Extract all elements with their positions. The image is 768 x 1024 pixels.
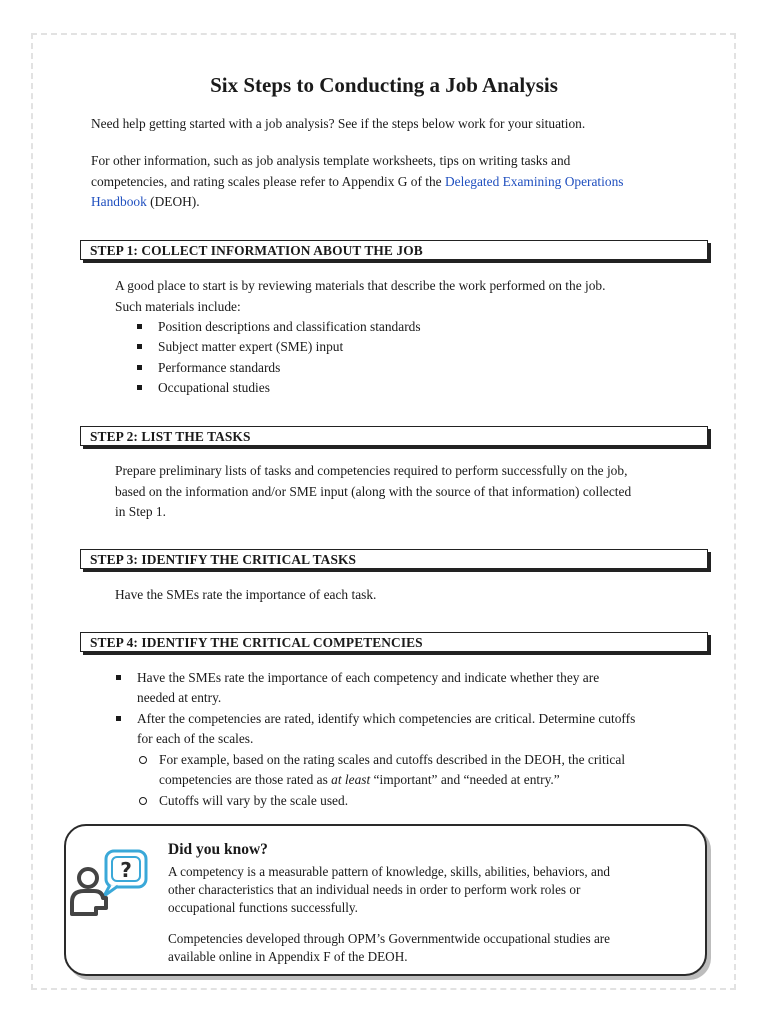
step2-line1: Prepare preliminary lists of tasks and competencies required to perform successfully on the job,: [115, 463, 628, 478]
list-item: [158, 337, 421, 357]
step2-text: [115, 461, 631, 523]
step4-s2: Cutoffs will vary by the scale used.: [159, 792, 349, 808]
bullet-icon: [116, 675, 121, 680]
bullet-icon: [137, 324, 142, 329]
did-you-know-paragraph-1: [168, 863, 610, 917]
page-title: Six Steps to Conducting a Job Analysis: [210, 73, 558, 97]
list-item: [158, 378, 421, 398]
step1-heading-bar: [80, 240, 708, 260]
question-mark-glyph: ?: [120, 858, 132, 882]
step4-b2-line2: for each of the scales.: [137, 730, 254, 746]
step1-heading: STEP 1: COLLECT INFORMATION ABOUT THE JOB: [90, 243, 423, 258]
circle-bullet-icon: [139, 756, 147, 764]
step3-text: Have the SMEs rate the importance of each task.: [115, 587, 377, 602]
step3-heading: STEP 3: IDENTIFY THE CRITICAL TASKS: [90, 552, 357, 567]
deoh-link-part1[interactable]: Delegated Examining Operations: [444, 173, 624, 189]
deoh-link-part2[interactable]: Handbook: [91, 194, 147, 209]
circle-bullet-icon: [139, 797, 147, 805]
step1-bullet-list: [158, 317, 421, 398]
step4-bullet-list: [137, 668, 707, 749]
bullet-icon: [116, 716, 121, 721]
list-item-text: Occupational studies: [158, 379, 270, 395]
person-question-icon: [66, 848, 156, 920]
other-info-line1: For other information, such as job analysis template worksheets, tips on writing tasks and: [91, 153, 571, 168]
bullet-icon: [137, 385, 142, 390]
list-item: [159, 750, 707, 791]
bullet-icon: [137, 365, 142, 370]
list-item-text: Position descriptions and classification standards: [158, 319, 421, 334]
step4-s1-line1: For example, based on the rating scales and cutoffs described in the DEOH, the critical: [159, 752, 626, 767]
bullet-icon: [137, 344, 142, 349]
list-item-text: Subject matter expert (SME) input: [158, 339, 344, 355]
dyk-p1-line3: occupational functions successfully.: [168, 900, 358, 915]
list-item: [158, 358, 421, 378]
list-item: [159, 791, 707, 811]
step1-line1: A good place to start is by reviewing materials that describe the work performed on the job.: [115, 278, 606, 293]
list-item-text: Performance standards: [158, 359, 281, 375]
step2-line2: based on the information and/or SME input (along with the source of that information) collected: [115, 483, 632, 499]
step1-intro: [115, 276, 605, 317]
step2-heading: STEP 2: LIST THE TASKS: [90, 429, 251, 444]
step4-b1-line1: Have the SMEs rate the importance of each competency and indicate whether they are: [137, 670, 600, 685]
step3-heading-bar: [80, 549, 708, 569]
step4-b2-line1: After the competencies are rated, identify which competencies are critical. Determine cutoffs: [137, 710, 636, 726]
did-you-know-title: Did you know?: [168, 841, 268, 858]
other-info-line2-prefix: competencies, and rating scales please refer to Appendix G of the: [91, 173, 445, 189]
other-info-paragraph: [91, 151, 711, 213]
list-item: [137, 709, 707, 750]
did-you-know-paragraph-2: [168, 930, 610, 966]
list-item: [158, 317, 421, 337]
dyk-p1-line2: other characteristics that an individual needs in order to perform work roles or: [168, 882, 581, 897]
intro-text: Need help getting started with a job analysis? See if the steps below work for your situation.: [91, 116, 586, 131]
dyk-p2-line1: Competencies developed through OPM’s Governmentwide occupational studies are: [168, 931, 611, 946]
dyk-p2-line2: available online in Appendix F of the DEOH.: [168, 949, 408, 964]
other-info-suffix: (DEOH).: [146, 194, 200, 209]
step4-s1-emphasis: at least: [331, 772, 371, 788]
step2-line3: in Step 1.: [115, 504, 166, 519]
step4-s1-line2-suffix: “important” and “needed at entry.”: [370, 772, 560, 788]
step1-line2: Such materials include:: [115, 298, 241, 314]
step4-heading: STEP 4: IDENTIFY THE CRITICAL COMPETENCIES: [90, 635, 423, 650]
step2-heading-bar: [80, 426, 708, 446]
step4-b1-line2: needed at entry.: [137, 690, 222, 706]
list-item: [137, 668, 707, 709]
step4-s1-line2-prefix: competencies are those rated as: [159, 772, 332, 788]
dyk-p1-line1: A competency is a measurable pattern of knowledge, skills, abilities, behaviors, and: [168, 864, 611, 879]
step4-sub-list: [159, 750, 707, 811]
step4-heading-bar: [80, 632, 708, 652]
